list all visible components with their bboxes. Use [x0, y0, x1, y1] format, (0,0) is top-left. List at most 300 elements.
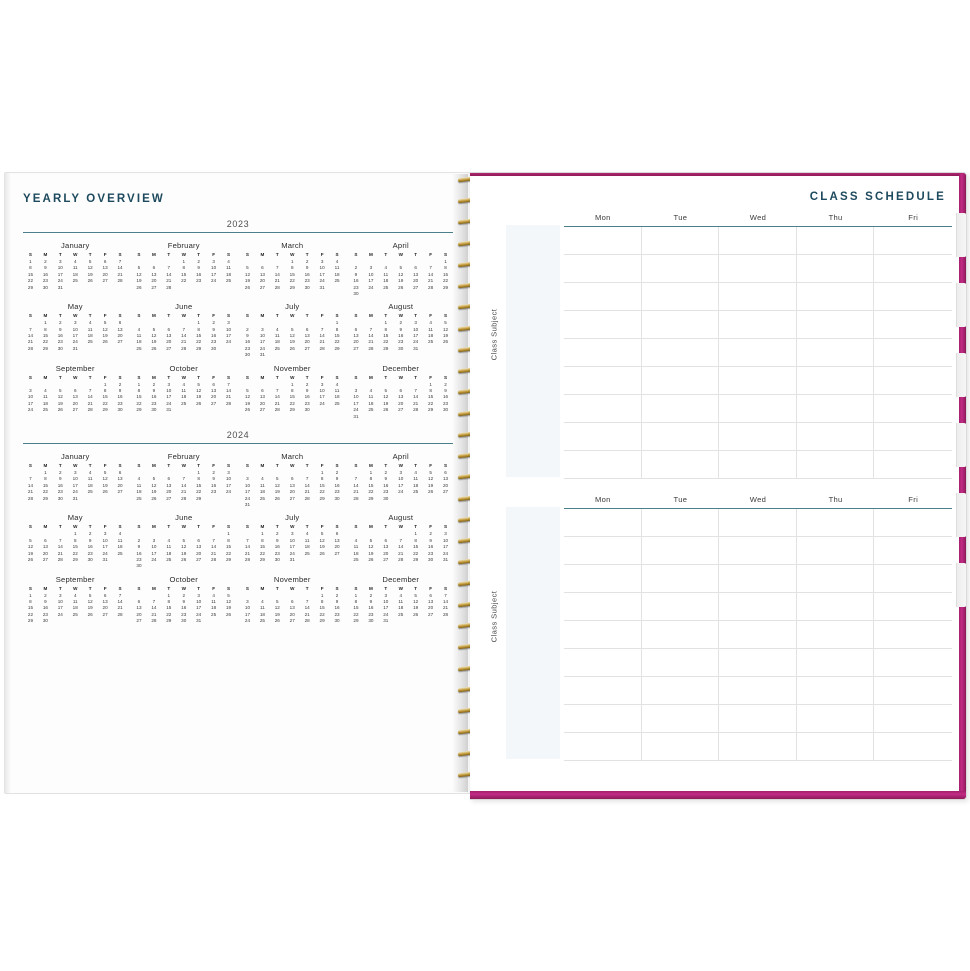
month-name: March — [281, 241, 304, 250]
dow-label: M — [43, 252, 48, 257]
date-cell: 29 — [102, 407, 108, 413]
date-cell: 28 — [166, 284, 172, 290]
page-tab[interactable] — [956, 283, 967, 327]
date-cell: 29 — [166, 618, 172, 624]
date-cell: 16 — [87, 544, 93, 550]
dow-label: M — [368, 313, 373, 319]
schedule-write-in-rows[interactable] — [564, 509, 952, 761]
week-row — [349, 557, 454, 563]
month-mini-calendar — [349, 452, 454, 508]
date-cell: 18 — [274, 339, 280, 345]
day-of-week-header — [240, 375, 345, 381]
dow-label: F — [212, 585, 215, 591]
dow-label: M — [151, 313, 156, 319]
date-cell: 4 — [261, 599, 264, 605]
date-cell: 22 — [442, 278, 449, 284]
month-mini-calendar — [132, 575, 237, 625]
date-cell: 14 — [413, 394, 419, 400]
dow-label: T — [197, 524, 201, 530]
years-container — [19, 219, 457, 625]
date-cell: 26 — [225, 611, 232, 617]
date-cell: 27 — [166, 345, 172, 351]
date-cell — [393, 291, 408, 297]
subject-write-in-panel[interactable] — [506, 507, 560, 759]
date-cell: 4 — [414, 469, 417, 475]
date-cell — [315, 502, 330, 508]
date-cell: 16 — [334, 482, 340, 488]
date-cell: 6 — [44, 537, 47, 543]
date-cell: 22 — [353, 611, 359, 617]
date-cell: 16 — [42, 271, 48, 277]
date-cell: 3 — [369, 265, 373, 271]
date-cell: 19 — [57, 400, 63, 406]
date-cell: 18 — [225, 271, 232, 277]
date-cell: 10 — [398, 476, 404, 482]
date-cell: 26 — [151, 495, 157, 501]
date-cell — [363, 291, 378, 297]
date-cell: 15 — [27, 271, 34, 277]
cover-edge-top — [470, 173, 966, 176]
date-cell: 28 — [27, 495, 34, 501]
date-cell: 3 — [59, 592, 62, 598]
date-cell: 11 — [274, 333, 280, 339]
date-cell: 8 — [197, 326, 200, 332]
date-cell: 30 — [181, 618, 187, 624]
date-cell: 21 — [274, 400, 280, 406]
dow-label: T — [275, 313, 279, 319]
date-cell: 18 — [211, 605, 217, 611]
date-cell: 10 — [259, 333, 265, 339]
date-cell: 19 — [368, 550, 374, 556]
day-header-tue: Tue — [673, 213, 688, 222]
date-cell: 6 — [197, 537, 200, 543]
week-row — [240, 557, 345, 563]
date-cell: 6 — [399, 388, 403, 393]
date-cell: 3 — [399, 469, 403, 475]
date-cell: 17 — [319, 394, 325, 400]
date-cell: 12 — [413, 599, 419, 605]
dow-label: T — [197, 313, 201, 319]
date-cell: 11 — [259, 605, 265, 611]
dow-label: S — [354, 374, 358, 380]
date-cell: 30 — [304, 407, 310, 413]
date-cell: 16 — [181, 605, 187, 611]
date-cell: 17 — [244, 611, 251, 617]
date-cell: 11 — [211, 599, 216, 605]
date-cell — [378, 291, 393, 297]
date-cell: 17 — [225, 333, 232, 339]
date-cell: 9 — [444, 388, 447, 393]
month-name: June — [175, 302, 193, 312]
date-cell: 14 — [117, 265, 123, 271]
date-cell: 3 — [320, 381, 324, 387]
dow-label: S — [226, 524, 231, 530]
date-cell — [206, 563, 221, 569]
date-cell: 16 — [151, 394, 157, 400]
date-cell: 8 — [29, 599, 32, 605]
month-mini-calendar — [23, 302, 128, 358]
date-cell: 2 — [152, 381, 156, 387]
schedule-write-in-rows[interactable] — [564, 227, 952, 479]
date-cell: 6 — [414, 265, 417, 271]
date-cell: 11 — [42, 394, 48, 400]
date-cell: 21 — [442, 605, 449, 611]
month-mini-calendar — [240, 513, 345, 569]
date-cell: 8 — [137, 388, 141, 393]
date-cell: 5 — [276, 476, 279, 482]
date-cell: 16 — [334, 605, 340, 611]
month-mini-calendar — [132, 452, 237, 508]
date-cell: 24 — [225, 489, 232, 495]
date-cell — [221, 496, 236, 502]
date-cell: 24 — [196, 611, 202, 617]
date-cell: 8 — [182, 265, 186, 271]
date-cell: 16 — [211, 333, 217, 339]
date-cell: 15 — [368, 482, 374, 488]
dow-label: T — [275, 374, 279, 380]
date-cell — [83, 285, 98, 291]
date-cell: 19 — [398, 278, 404, 284]
date-cell — [53, 618, 68, 624]
page-tab[interactable] — [956, 213, 967, 257]
dow-label: T — [305, 524, 309, 530]
date-cell: 17 — [413, 333, 419, 339]
date-cell: 13 — [259, 271, 265, 277]
date-cell: 5 — [103, 469, 107, 475]
date-cell: 23 — [42, 611, 48, 617]
date-cell: 30 — [117, 407, 123, 413]
day-header-row — [564, 495, 952, 509]
date-cell: 19 — [151, 489, 157, 495]
date-cell: 14 — [117, 599, 123, 605]
date-cell: 29 — [442, 284, 449, 290]
date-cell: 5 — [429, 469, 432, 475]
date-cell: 6 — [290, 476, 294, 482]
date-cell: 7 — [118, 592, 122, 598]
date-cell: 11 — [181, 388, 187, 393]
dow-label: S — [226, 463, 231, 469]
date-cell: 1 — [29, 258, 32, 264]
date-cell: 8 — [429, 388, 432, 393]
date-cell: 27 — [413, 284, 419, 290]
date-cell: 20 — [117, 482, 123, 488]
date-cell: 14 — [428, 271, 434, 277]
date-cell: 13 — [196, 544, 202, 550]
month-name: September — [55, 363, 95, 373]
dow-label: T — [384, 585, 388, 591]
date-cell: 13 — [166, 482, 172, 488]
dow-label: S — [137, 374, 141, 380]
date-cell: 16 — [383, 482, 389, 488]
date-cell: 7 — [152, 599, 156, 605]
date-cell: 4 — [182, 381, 186, 387]
date-cell: 25 — [211, 611, 217, 617]
date-cell: 25 — [383, 284, 389, 290]
dow-label: S — [137, 313, 141, 319]
date-cell: 1 — [44, 469, 47, 475]
date-cell: 16 — [211, 482, 217, 488]
date-cell: 4 — [118, 531, 122, 537]
dow-label: S — [443, 585, 448, 591]
date-cell: 13 — [442, 476, 449, 482]
dow-label: W — [73, 524, 78, 530]
date-cell: 19 — [181, 550, 187, 556]
column-dividers — [564, 227, 952, 479]
dow-label: T — [305, 313, 309, 319]
date-cell: 30 — [428, 556, 434, 562]
week-row — [240, 618, 345, 624]
dow-label: S — [226, 585, 231, 591]
date-cell: 30 — [398, 345, 404, 351]
date-cell: 27 — [42, 556, 48, 562]
day-of-week-header — [349, 586, 454, 592]
date-cell: 28 — [225, 400, 232, 406]
week-row — [23, 618, 128, 624]
month-name: October — [169, 363, 198, 373]
date-cell: 16 — [136, 550, 142, 556]
date-cell: 25 — [87, 339, 93, 345]
date-cell: 5 — [246, 388, 249, 393]
date-cell: 19 — [274, 489, 280, 495]
date-cell — [330, 557, 345, 563]
dow-label: S — [354, 463, 358, 469]
date-cell — [315, 557, 330, 563]
date-cell: 31 — [289, 556, 295, 562]
date-cell: 11 — [136, 482, 142, 488]
page-tab[interactable] — [956, 423, 967, 467]
date-cell: 12 — [428, 476, 434, 482]
date-cell: 24 — [368, 284, 374, 290]
date-cell: 29 — [196, 495, 202, 501]
day-of-week-header — [23, 586, 128, 592]
date-cell: 16 — [304, 394, 310, 400]
date-cell: 3 — [290, 531, 294, 537]
day-of-week-header — [132, 463, 237, 469]
date-cell: 20 — [353, 339, 359, 345]
date-cell: 31 — [244, 501, 251, 507]
date-cell: 29 — [225, 556, 232, 562]
date-cell: 11 — [226, 265, 231, 271]
date-cell — [423, 618, 438, 624]
date-cell: 28 — [87, 407, 93, 413]
date-cell: 1 — [29, 592, 32, 598]
column-divider — [874, 227, 952, 479]
dow-label: T — [384, 524, 388, 530]
date-cell: 25 — [259, 495, 265, 501]
date-cell: 1 — [444, 258, 447, 264]
date-cell: 14 — [398, 544, 404, 550]
date-cell: 15 — [319, 482, 325, 488]
dow-label: M — [43, 463, 48, 469]
date-cell — [98, 285, 113, 291]
date-cell: 21 — [225, 394, 232, 400]
date-cell: 9 — [152, 388, 156, 393]
dow-label: F — [103, 374, 107, 380]
column-divider — [642, 509, 720, 761]
week-row — [132, 618, 237, 624]
date-cell: 20 — [383, 550, 389, 556]
date-cell — [408, 618, 423, 624]
schedule-block — [486, 495, 952, 761]
day-of-week-header — [132, 524, 237, 530]
date-cell: 16 — [42, 605, 48, 611]
date-cell: 2 — [59, 469, 62, 475]
date-cell: 2 — [246, 326, 249, 332]
date-cell: 9 — [212, 476, 215, 482]
date-cell: 27 — [102, 611, 108, 617]
date-cell: 25 — [274, 345, 280, 351]
date-cell: 27 — [428, 611, 434, 617]
dow-label: S — [28, 313, 32, 319]
date-cell: 7 — [320, 326, 324, 332]
date-cell: 17 — [398, 482, 404, 488]
date-cell: 14 — [274, 271, 280, 277]
date-cell: 21 — [304, 611, 310, 617]
dow-label: S — [443, 524, 448, 530]
date-cell: 4 — [73, 258, 77, 264]
month-mini-calendar — [132, 364, 237, 420]
date-cell: 4 — [73, 592, 77, 598]
date-cell: 1 — [73, 531, 77, 537]
date-cell: 5 — [384, 388, 388, 393]
date-cell: 21 — [304, 489, 310, 495]
date-cell: 4 — [335, 258, 339, 264]
date-cell — [68, 618, 83, 624]
date-cell: 13 — [304, 333, 310, 339]
date-cell: 14 — [151, 605, 157, 611]
date-cell: 17 — [353, 400, 359, 406]
date-cell: 2 — [212, 469, 215, 475]
dow-label: T — [305, 374, 309, 380]
day-header-fri: Fri — [908, 213, 919, 222]
date-cell — [113, 618, 128, 624]
date-cell: 3 — [73, 469, 77, 475]
date-cell: 30 — [42, 618, 48, 624]
date-cell: 22 — [428, 400, 434, 406]
date-cell: 26 — [102, 489, 108, 495]
date-cell: 28 — [181, 495, 187, 501]
date-cell: 31 — [353, 413, 359, 419]
date-cell: 14 — [211, 544, 217, 550]
date-cell: 24 — [57, 611, 63, 617]
dow-label: T — [167, 463, 171, 469]
dow-label: T — [197, 252, 201, 257]
date-cell: 16 — [398, 333, 404, 339]
date-cell: 23 — [42, 278, 48, 284]
date-cell: 19 — [136, 278, 142, 284]
page-tabs[interactable] — [956, 213, 966, 633]
date-cell: 19 — [225, 605, 232, 611]
date-cell: 19 — [244, 400, 251, 406]
page-title-class-schedule: CLASS SCHEDULE — [809, 191, 946, 203]
date-cell: 11 — [87, 326, 93, 332]
date-cell: 1 — [384, 320, 388, 326]
date-cell: 17 — [368, 278, 374, 284]
date-cell: 3 — [227, 469, 230, 475]
dow-label: W — [73, 313, 78, 319]
dow-label: W — [181, 524, 186, 530]
date-cell: 7 — [354, 476, 358, 482]
date-cell: 18 — [368, 400, 374, 406]
dow-label: F — [429, 463, 432, 469]
date-cell: 7 — [227, 381, 230, 387]
subject-write-in-panel[interactable] — [506, 225, 560, 477]
dow-label: S — [118, 313, 122, 319]
date-cell: 31 — [196, 618, 202, 624]
year-block — [19, 430, 457, 625]
date-cell: 8 — [444, 265, 447, 271]
dow-label: W — [290, 313, 295, 319]
dow-label: S — [118, 524, 122, 530]
date-cell: 25 — [42, 407, 48, 413]
month-mini-calendar — [240, 575, 345, 625]
date-cell: 3 — [246, 476, 249, 482]
date-cell: 3 — [197, 592, 200, 598]
month-name: February — [167, 241, 200, 250]
date-cell: 27 — [289, 495, 295, 501]
date-cell: 8 — [290, 265, 294, 271]
date-cell: 28 — [274, 407, 280, 413]
page-tab[interactable] — [956, 353, 967, 397]
date-cell — [285, 502, 300, 508]
date-cell: 3 — [261, 326, 264, 332]
date-cell: 19 — [442, 333, 449, 339]
date-cell: 29 — [319, 495, 325, 501]
date-cell: 10 — [368, 271, 374, 277]
date-cell: 14 — [274, 394, 280, 400]
date-cell: 27 — [196, 556, 202, 562]
date-cell: 7 — [305, 599, 309, 605]
dow-label: T — [384, 374, 388, 380]
date-cell — [176, 285, 191, 291]
date-cell: 30 — [442, 407, 449, 413]
page-tab[interactable] — [956, 563, 967, 607]
date-cell: 21 — [117, 271, 123, 277]
date-cell: 2 — [335, 592, 339, 598]
month-name: August — [388, 302, 414, 312]
dow-label: M — [151, 585, 156, 591]
date-cell: 18 — [42, 400, 48, 406]
dow-label: S — [354, 524, 358, 530]
date-cell: 2 — [429, 531, 432, 537]
date-cell: 9 — [369, 599, 373, 605]
date-cell: 19 — [102, 482, 108, 488]
week-row — [240, 285, 345, 291]
date-cell: 14 — [27, 333, 34, 339]
date-cell: 21 — [353, 489, 359, 495]
dow-label: W — [398, 585, 403, 591]
dow-label: F — [429, 313, 432, 319]
date-cell: 11 — [72, 265, 78, 271]
date-cell: 28 — [304, 495, 310, 501]
date-cell: 15 — [42, 333, 48, 339]
date-cell: 9 — [197, 265, 200, 271]
date-cell: 20 — [413, 278, 419, 284]
date-cell: 20 — [166, 489, 172, 495]
date-cell: 30 — [244, 352, 251, 358]
date-cell: 6 — [290, 599, 294, 605]
dow-label: M — [151, 374, 156, 380]
date-cell: 15 — [27, 605, 34, 611]
page-tab[interactable] — [956, 493, 967, 537]
date-cell: 14 — [368, 333, 374, 339]
date-cell: 14 — [353, 482, 359, 488]
dow-label: T — [88, 252, 92, 257]
date-cell: 15 — [196, 482, 202, 488]
date-cell: 15 — [72, 544, 78, 550]
dow-label: W — [290, 374, 295, 380]
date-cell: 3 — [354, 388, 358, 393]
